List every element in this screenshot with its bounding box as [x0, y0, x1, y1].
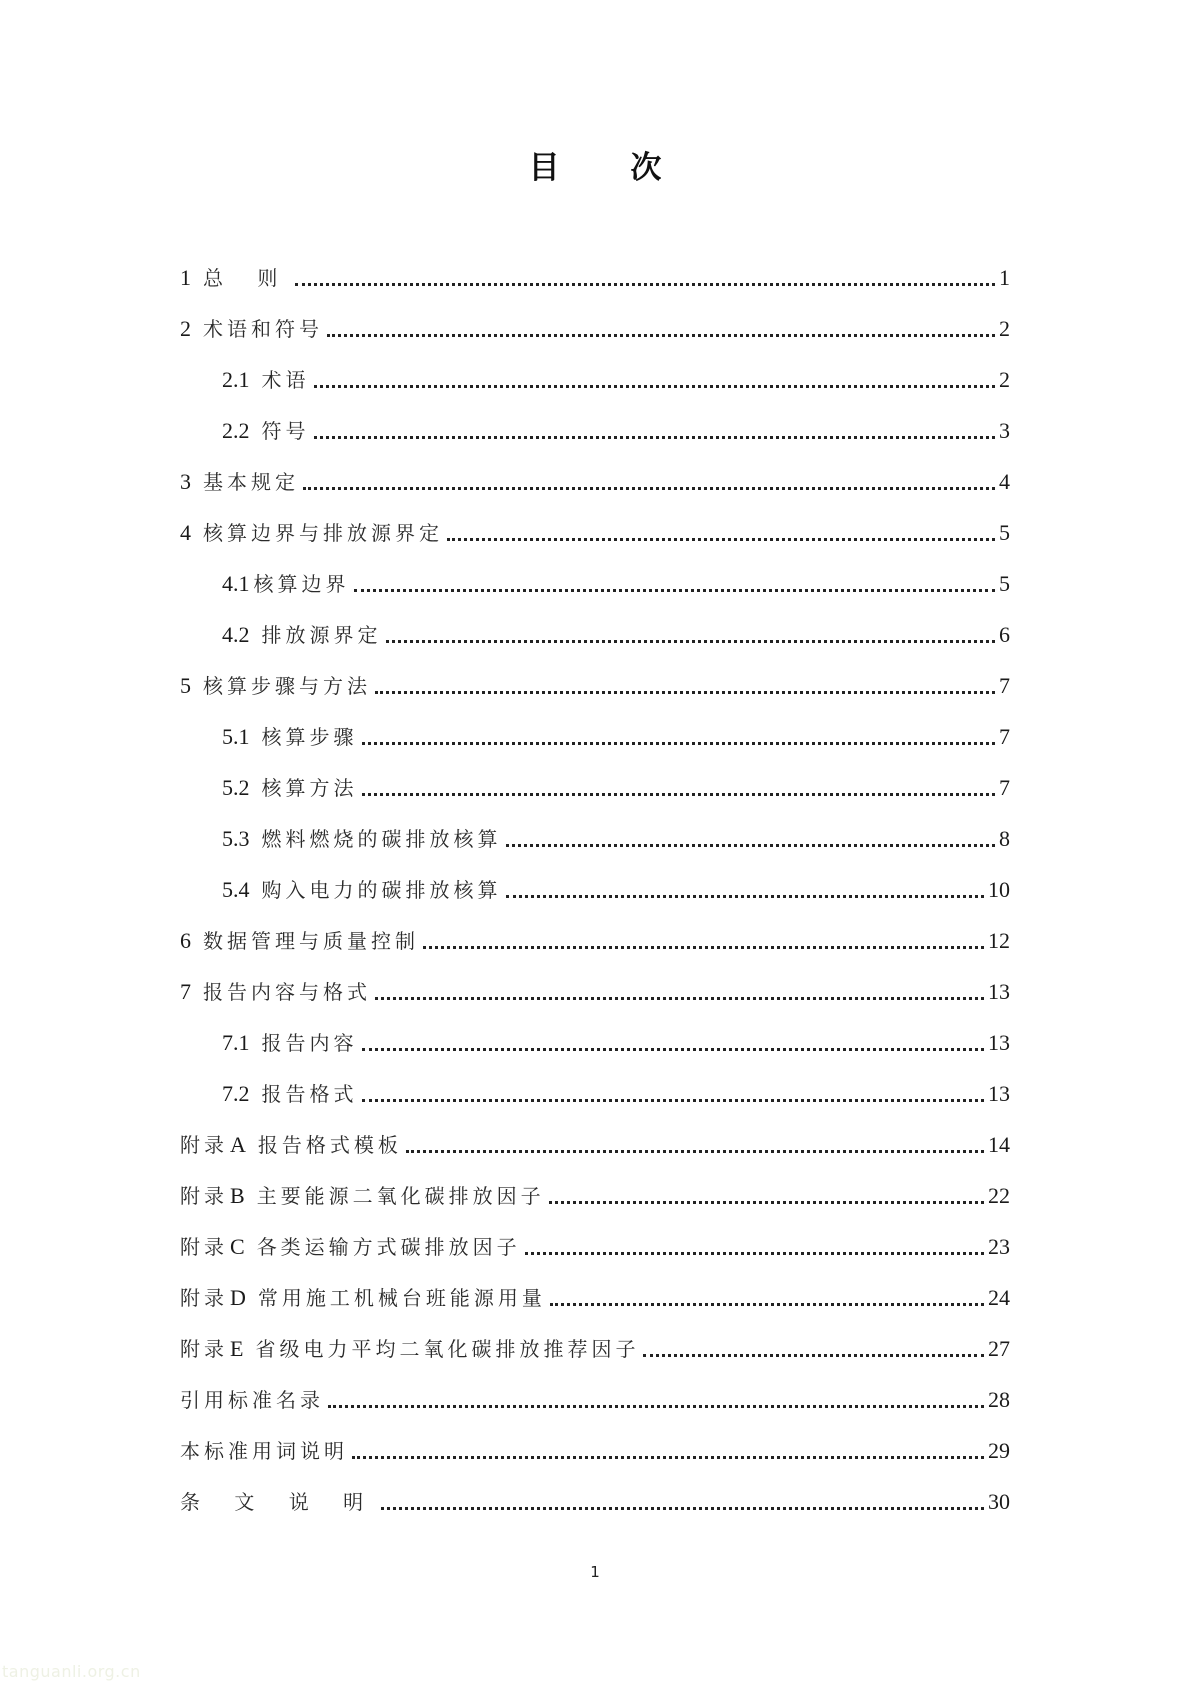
toc-entry-number: 5.3: [222, 826, 250, 851]
appendix-letter: D: [230, 1285, 246, 1310]
toc-entry-label: 本标准用词说明: [180, 1439, 348, 1463]
page-number: 1: [590, 1563, 600, 1581]
toc-entry-page: 28: [988, 1387, 1010, 1412]
toc-entry[interactable]: [180, 313, 1010, 364]
toc-entry-label: 报告格式模板: [257, 1133, 402, 1157]
dot-leader: [550, 1281, 984, 1306]
appendix-letter: B: [230, 1183, 245, 1208]
appendix-letter: E: [230, 1336, 244, 1361]
toc-entry-appendix-e[interactable]: [180, 1333, 1010, 1384]
toc-entry-appendix-c[interactable]: [180, 1231, 1010, 1282]
toc-entry-number: 5.4: [222, 877, 250, 902]
dot-leader: [506, 873, 985, 898]
toc-entry[interactable]: [180, 823, 1010, 874]
dot-leader: [352, 1434, 984, 1459]
dot-leader: [295, 261, 995, 286]
toc-entry-number: 1: [180, 265, 191, 290]
dot-leader: [328, 1383, 984, 1408]
toc-entry-label: 引用标准名录: [180, 1388, 324, 1412]
toc-entry-label: 燃料燃烧的碳排放核算: [261, 827, 502, 851]
appendix-letter: C: [230, 1234, 245, 1259]
toc-entry-label: 报告内容与格式: [203, 980, 371, 1004]
toc-entry-number: 4.1: [222, 571, 250, 596]
toc-entry-clause-explanation[interactable]: [180, 1486, 1010, 1537]
toc-entry-label: 各类运输方式碳排放因子: [256, 1235, 521, 1259]
toc-entry[interactable]: [180, 670, 1010, 721]
toc-entry-label: 总 则: [203, 266, 292, 290]
toc-entry-number: 4.2: [222, 622, 250, 647]
dot-leader: [375, 975, 984, 1000]
toc-entry-page: 10: [988, 877, 1010, 902]
toc-entry-appendix-a[interactable]: [180, 1129, 1010, 1180]
dot-leader: [643, 1332, 984, 1357]
toc-entry-label: 术语: [261, 368, 310, 392]
toc-entry-number: 2.1: [222, 367, 250, 392]
toc-entry-number: 3: [180, 469, 191, 494]
toc-entry-page: 30: [988, 1489, 1010, 1514]
toc-entry-page: 2: [999, 367, 1010, 392]
toc-entry-label: 核算步骤与方法: [203, 674, 371, 698]
dot-leader: [303, 465, 995, 490]
toc-entry-label: 省级电力平均二氧化碳排放推荐因子: [255, 1337, 640, 1361]
toc-entry-label: 排放源界定: [261, 623, 382, 647]
dot-leader: [423, 924, 984, 949]
toc-entry[interactable]: [180, 772, 1010, 823]
appendix-letter: A: [230, 1132, 246, 1157]
toc-entry[interactable]: [180, 466, 1010, 517]
toc-entry-appendix-d[interactable]: [180, 1282, 1010, 1333]
toc-entry[interactable]: [180, 364, 1010, 415]
appendix-prefix: 附录: [180, 1286, 228, 1310]
toc-entry[interactable]: [180, 925, 1010, 976]
dot-leader: [549, 1179, 984, 1204]
watermark: tanguanli.org.cn: [2, 1662, 141, 1681]
table-of-contents: [180, 262, 1010, 1537]
toc-entry-label: 常用施工机械台班能源用量: [257, 1286, 546, 1310]
toc-entry-label: 术语和符号: [203, 317, 323, 341]
toc-entry-label: 报告格式: [261, 1082, 358, 1106]
dot-leader: [381, 1485, 984, 1510]
toc-entry-page: 22: [988, 1183, 1010, 1208]
toc-entry-page: 6: [999, 622, 1010, 647]
toc-entry-page: 7: [999, 724, 1010, 749]
toc-entry-label: 报告内容: [261, 1031, 358, 1055]
toc-entry-number: 2.2: [222, 418, 250, 443]
toc-entry-page: 7: [999, 673, 1010, 698]
toc-entry[interactable]: [180, 415, 1010, 466]
toc-entry-page: 13: [988, 979, 1010, 1004]
toc-entry-page: 1: [999, 265, 1010, 290]
dot-leader: [525, 1230, 984, 1255]
toc-entry[interactable]: [180, 262, 1010, 313]
toc-entry[interactable]: [180, 517, 1010, 568]
toc-entry-page: 13: [988, 1081, 1010, 1106]
dot-leader: [447, 516, 995, 541]
dot-leader: [406, 1128, 984, 1153]
dot-leader: [354, 567, 996, 592]
toc-entry-referenced-standards[interactable]: [180, 1384, 1010, 1435]
toc-entry-page: 24: [988, 1285, 1010, 1310]
toc-entry[interactable]: [180, 874, 1010, 925]
toc-entry[interactable]: [180, 1027, 1010, 1078]
dot-leader: [314, 414, 996, 439]
toc-entry-page: 12: [988, 928, 1010, 953]
toc-entry-page: 7: [999, 775, 1010, 800]
appendix-prefix: 附录: [180, 1184, 228, 1208]
toc-entry-page: 3: [999, 418, 1010, 443]
dot-leader: [375, 669, 995, 694]
toc-entry-wording-explanation[interactable]: [180, 1435, 1010, 1486]
toc-entry-label: 购入电力的碳排放核算: [261, 878, 502, 902]
toc-entry-page: 14: [988, 1132, 1010, 1157]
toc-entry-label: 主要能源二氧化碳排放因子: [256, 1184, 545, 1208]
toc-entry-page: 29: [988, 1438, 1010, 1463]
appendix-prefix: 附录: [180, 1235, 228, 1259]
toc-entry-label: 核算方法: [261, 776, 358, 800]
toc-entry-page: 5: [999, 571, 1010, 596]
toc-entry[interactable]: [180, 619, 1010, 670]
toc-entry-number: 4: [180, 520, 191, 545]
dot-leader: [362, 1026, 985, 1051]
toc-entry-number: 5.1: [222, 724, 250, 749]
toc-entry-label: 基本规定: [203, 470, 299, 494]
dot-leader: [327, 312, 995, 337]
toc-entry-page: 4: [999, 469, 1010, 494]
toc-entry-label: 条 文 说 明: [180, 1490, 378, 1514]
toc-entry-label: 核算边界与排放源界定: [203, 521, 443, 545]
dot-leader: [506, 822, 996, 847]
dot-leader: [362, 771, 996, 796]
toc-entry-label: 核算步骤: [261, 725, 358, 749]
toc-entry-label: 核算边界: [253, 572, 350, 596]
dot-leader: [314, 363, 996, 388]
appendix-prefix: 附录: [180, 1337, 228, 1361]
toc-entry-page: 5: [999, 520, 1010, 545]
toc-entry[interactable]: [180, 1078, 1010, 1129]
toc-entry[interactable]: [180, 568, 1010, 619]
toc-entry-number: 7.1: [222, 1030, 250, 1055]
toc-entry[interactable]: [180, 721, 1010, 772]
dot-leader: [362, 1077, 985, 1102]
toc-entry[interactable]: [180, 976, 1010, 1027]
toc-entry-page: 13: [988, 1030, 1010, 1055]
toc-entry-number: 6: [180, 928, 191, 953]
toc-entry-number: 7: [180, 979, 191, 1004]
page-title: 目 次: [528, 150, 692, 186]
appendix-prefix: 附录: [180, 1133, 228, 1157]
dot-leader: [386, 618, 996, 643]
toc-entry-page: 8: [999, 826, 1010, 851]
toc-entry-number: 2: [180, 316, 191, 341]
toc-entry-number: 5.2: [222, 775, 250, 800]
toc-entry-number: 5: [180, 673, 191, 698]
toc-entry-label: 数据管理与质量控制: [203, 929, 419, 953]
toc-entry-number: 7.2: [222, 1081, 250, 1106]
toc-entry-page: 27: [988, 1336, 1010, 1361]
dot-leader: [362, 720, 996, 745]
toc-entry-page: 23: [988, 1234, 1010, 1259]
toc-entry-label: 符号: [261, 419, 310, 443]
toc-entry-page: 2: [999, 316, 1010, 341]
toc-entry-appendix-b[interactable]: [180, 1180, 1010, 1231]
